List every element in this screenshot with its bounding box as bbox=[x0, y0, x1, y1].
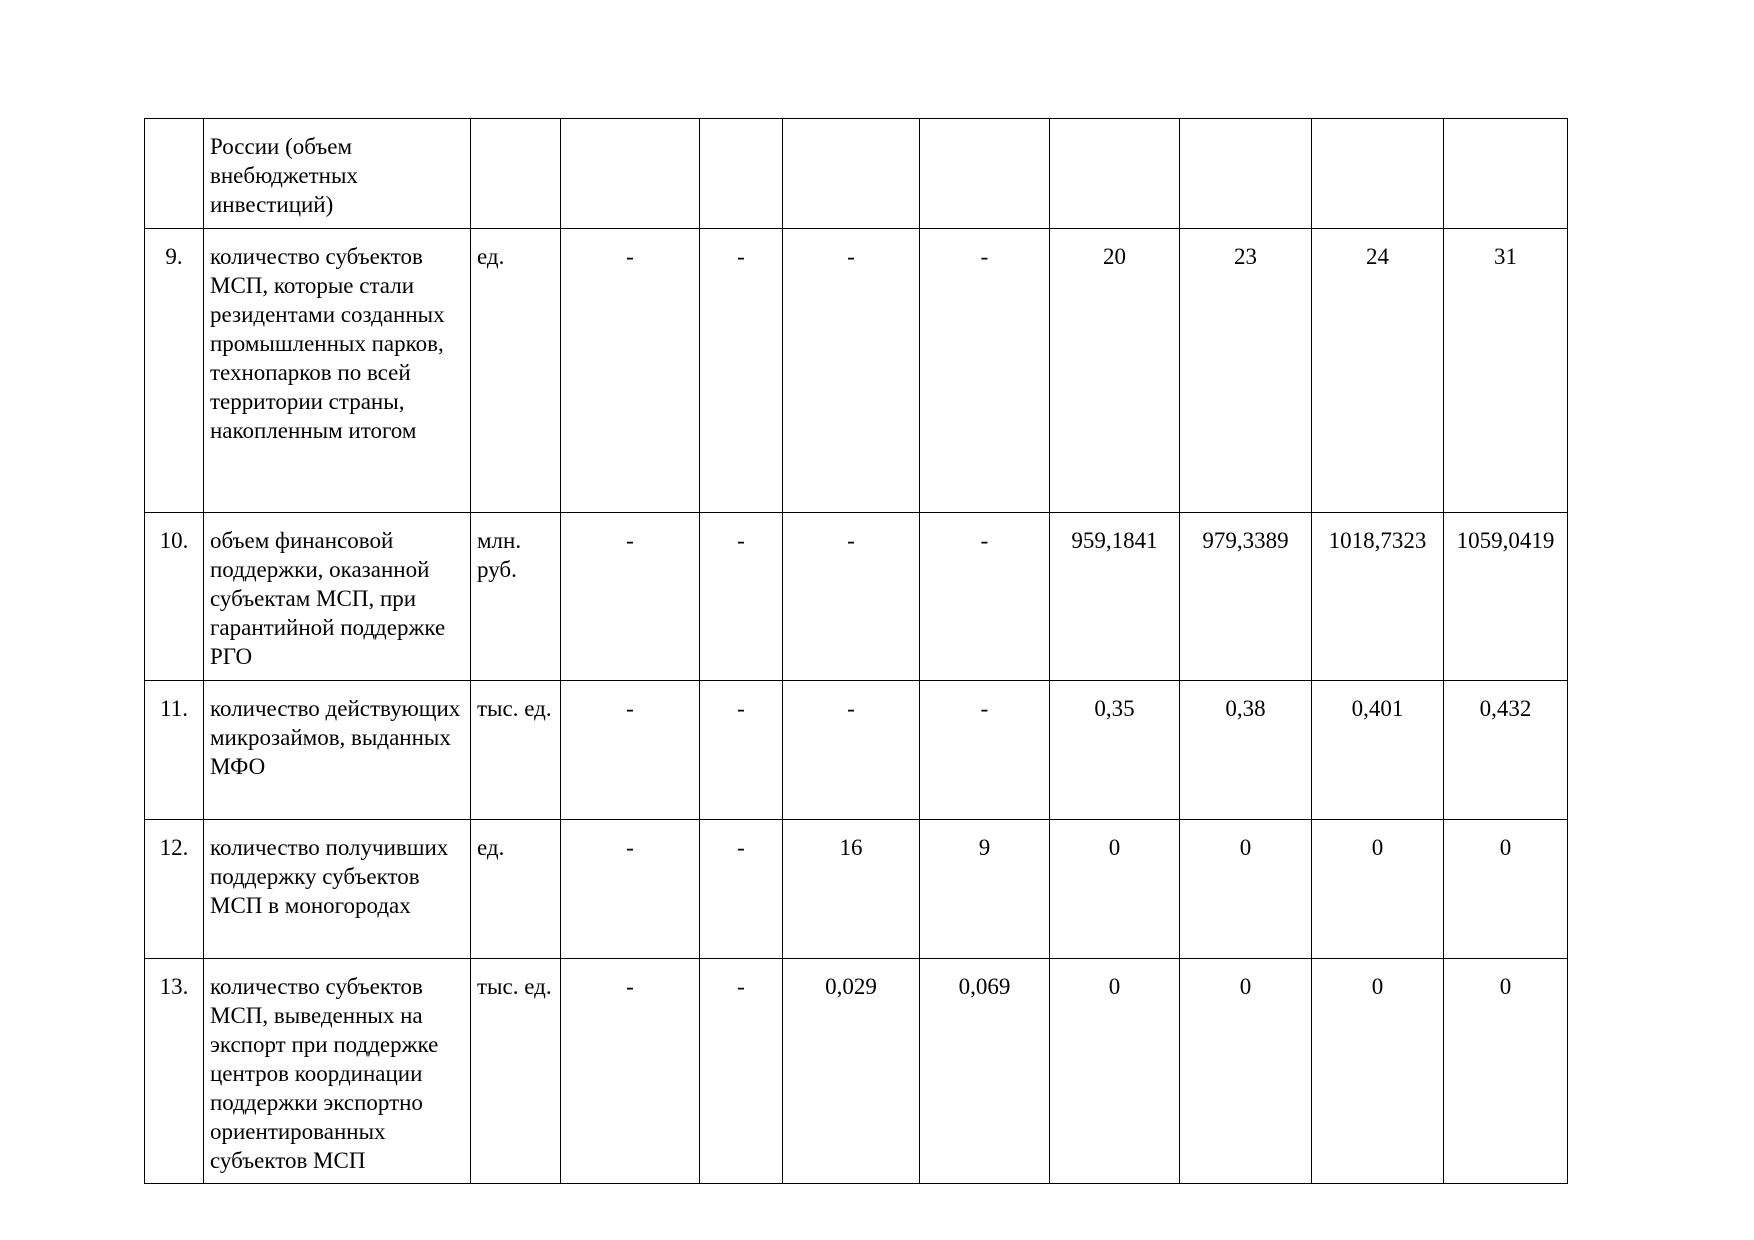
value-cell: 0,069 bbox=[920, 959, 1050, 1184]
value-cell: - bbox=[920, 513, 1050, 681]
value-cell bbox=[1444, 119, 1568, 229]
value-cell: 0,35 bbox=[1050, 681, 1180, 820]
indicator-name-cell: количество субъектов МСП, которые стали резидентами созданных промышленных парков, технопарков по всей территории страны, накопленным итогом bbox=[204, 229, 471, 513]
table-body bbox=[145, 119, 1568, 1184]
value-cell: - bbox=[561, 959, 700, 1184]
value-cell: 0 bbox=[1312, 820, 1444, 959]
value-cell: 1018,7323 bbox=[1312, 513, 1444, 681]
value-cell: 31 bbox=[1444, 229, 1568, 513]
value-cell bbox=[920, 119, 1050, 229]
row-number-cell: 11. bbox=[145, 681, 204, 820]
indicator-name-cell: количество действующих микрозаймов, выданных МФО bbox=[204, 681, 471, 820]
table-row bbox=[145, 820, 1568, 959]
unit-cell: ед. bbox=[471, 820, 561, 959]
value-cell bbox=[783, 119, 920, 229]
row-number-cell bbox=[145, 119, 204, 229]
indicator-name-cell: России (объем внебюджетных инвестиций) bbox=[204, 119, 471, 229]
value-cell: 0 bbox=[1444, 959, 1568, 1184]
value-cell: 959,1841 bbox=[1050, 513, 1180, 681]
table-row bbox=[145, 959, 1568, 1184]
value-cell: - bbox=[561, 681, 700, 820]
value-cell: - bbox=[561, 820, 700, 959]
value-cell bbox=[700, 119, 783, 229]
value-cell: 0 bbox=[1444, 820, 1568, 959]
indicator-name-cell: объем финансовой поддержки, оказанной субъектам МСП, при гарантийной поддержке РГО bbox=[204, 513, 471, 681]
value-cell: - bbox=[920, 681, 1050, 820]
value-cell: 0,029 bbox=[783, 959, 920, 1184]
unit-cell bbox=[471, 119, 561, 229]
value-cell: - bbox=[700, 681, 783, 820]
value-cell: 20 bbox=[1050, 229, 1180, 513]
value-cell: 0 bbox=[1312, 959, 1444, 1184]
value-cell: - bbox=[920, 229, 1050, 513]
value-cell: - bbox=[783, 681, 920, 820]
value-cell: 23 bbox=[1180, 229, 1312, 513]
table-row bbox=[145, 681, 1568, 820]
value-cell: 0,401 bbox=[1312, 681, 1444, 820]
value-cell: 0 bbox=[1180, 820, 1312, 959]
row-number-cell: 12. bbox=[145, 820, 204, 959]
value-cell: - bbox=[783, 229, 920, 513]
unit-cell: тыс. ед. bbox=[471, 681, 561, 820]
value-cell: - bbox=[700, 959, 783, 1184]
value-cell: 0 bbox=[1050, 820, 1180, 959]
value-cell bbox=[1312, 119, 1444, 229]
row-number-cell: 10. bbox=[145, 513, 204, 681]
value-cell: 1059,0419 bbox=[1444, 513, 1568, 681]
value-cell: 0 bbox=[1180, 959, 1312, 1184]
indicator-name-cell: количество получивших поддержку субъектов МСП в моногородах bbox=[204, 820, 471, 959]
value-cell: 24 bbox=[1312, 229, 1444, 513]
value-cell bbox=[1050, 119, 1180, 229]
table-row bbox=[145, 513, 1568, 681]
unit-cell: тыс. ед. bbox=[471, 959, 561, 1184]
value-cell: 16 bbox=[783, 820, 920, 959]
unit-cell: ед. bbox=[471, 229, 561, 513]
value-cell: 979,3389 bbox=[1180, 513, 1312, 681]
indicator-name-cell: количество субъектов МСП, выведенных на экспорт при поддержке центров координации поддержки экспортно ориентированных субъектов МСП bbox=[204, 959, 471, 1184]
value-cell: - bbox=[700, 229, 783, 513]
value-cell: - bbox=[700, 513, 783, 681]
value-cell: - bbox=[783, 513, 920, 681]
value-cell: - bbox=[700, 820, 783, 959]
value-cell: 0,432 bbox=[1444, 681, 1568, 820]
table-row bbox=[145, 229, 1568, 513]
unit-cell: млн. руб. bbox=[471, 513, 561, 681]
row-number-cell: 13. bbox=[145, 959, 204, 1184]
value-cell: - bbox=[561, 229, 700, 513]
row-number-cell: 9. bbox=[145, 229, 204, 513]
value-cell: - bbox=[561, 513, 700, 681]
value-cell: 0,38 bbox=[1180, 681, 1312, 820]
value-cell: 9 bbox=[920, 820, 1050, 959]
indicators-table bbox=[144, 118, 1568, 1184]
value-cell: 0 bbox=[1050, 959, 1180, 1184]
value-cell bbox=[1180, 119, 1312, 229]
value-cell bbox=[561, 119, 700, 229]
table-row bbox=[145, 119, 1568, 229]
